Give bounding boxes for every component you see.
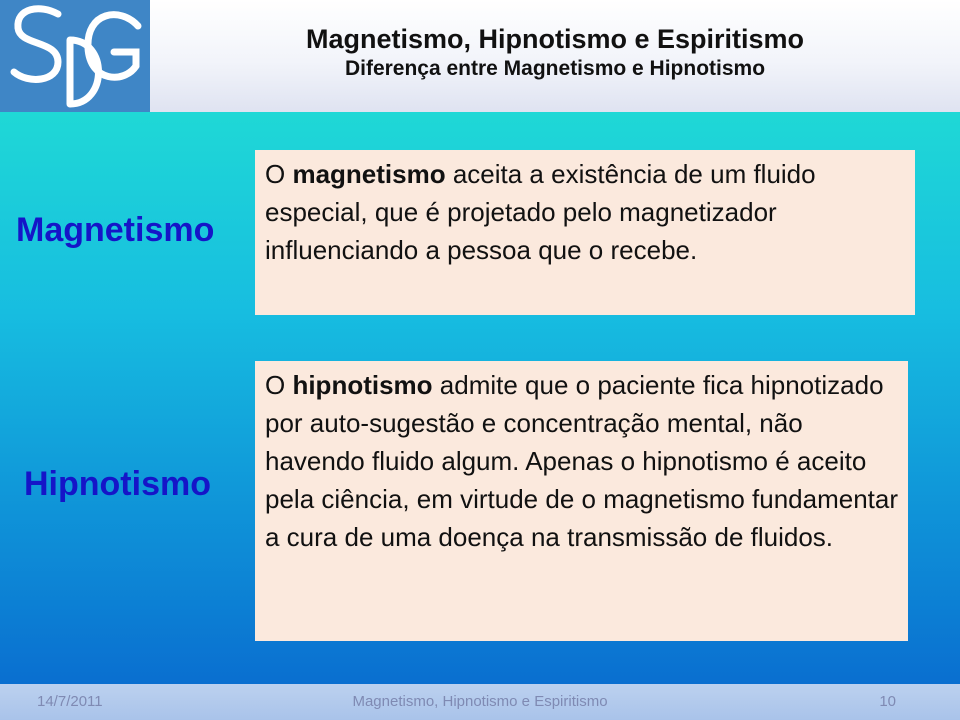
slide-header <box>0 0 960 112</box>
logo-monogram-icon <box>0 0 150 112</box>
hipnotismo-text-pre: O <box>265 370 293 400</box>
hipnotismo-text-post: admite que o paciente fica hipnotizado por auto-sugestão e concentração mental, não havendo fluido algum. Apenas o hipnotismo é aceito pela ciência, em virtude de o magnetismo fundamentar a cura de uma doença na transmissão de fluidos. <box>265 370 899 552</box>
slide-subtitle: Diferença entre Magnetismo e Hipnotismo <box>344 57 766 80</box>
magnetismo-text-box <box>255 150 915 315</box>
slide-footer <box>0 684 960 720</box>
magnetismo-text-post: aceita a existência de um fluido especial, que é projetado pelo magnetizador influenciando a pessoa que o recebe. <box>265 159 816 265</box>
slide-title: Magnetismo, Hipnotismo e Espiritismo <box>305 24 805 54</box>
hipnotismo-text-box <box>255 361 908 641</box>
footer-title: Magnetismo, Hipnotismo e Espiritismo <box>352 693 608 710</box>
hipnotismo-text-bold: hipnotismo <box>292 370 433 400</box>
hipnotismo-label: Hipnotismo <box>24 465 211 503</box>
page-number: 10 <box>879 693 896 710</box>
magnetismo-label: Magnetismo <box>16 211 215 249</box>
title-block <box>150 22 960 82</box>
magnetismo-text-pre: O <box>265 159 293 189</box>
footer-date: 14/7/2011 <box>37 693 103 710</box>
magnetismo-text-bold: magnetismo <box>292 159 446 189</box>
sdg-logo <box>0 0 150 112</box>
